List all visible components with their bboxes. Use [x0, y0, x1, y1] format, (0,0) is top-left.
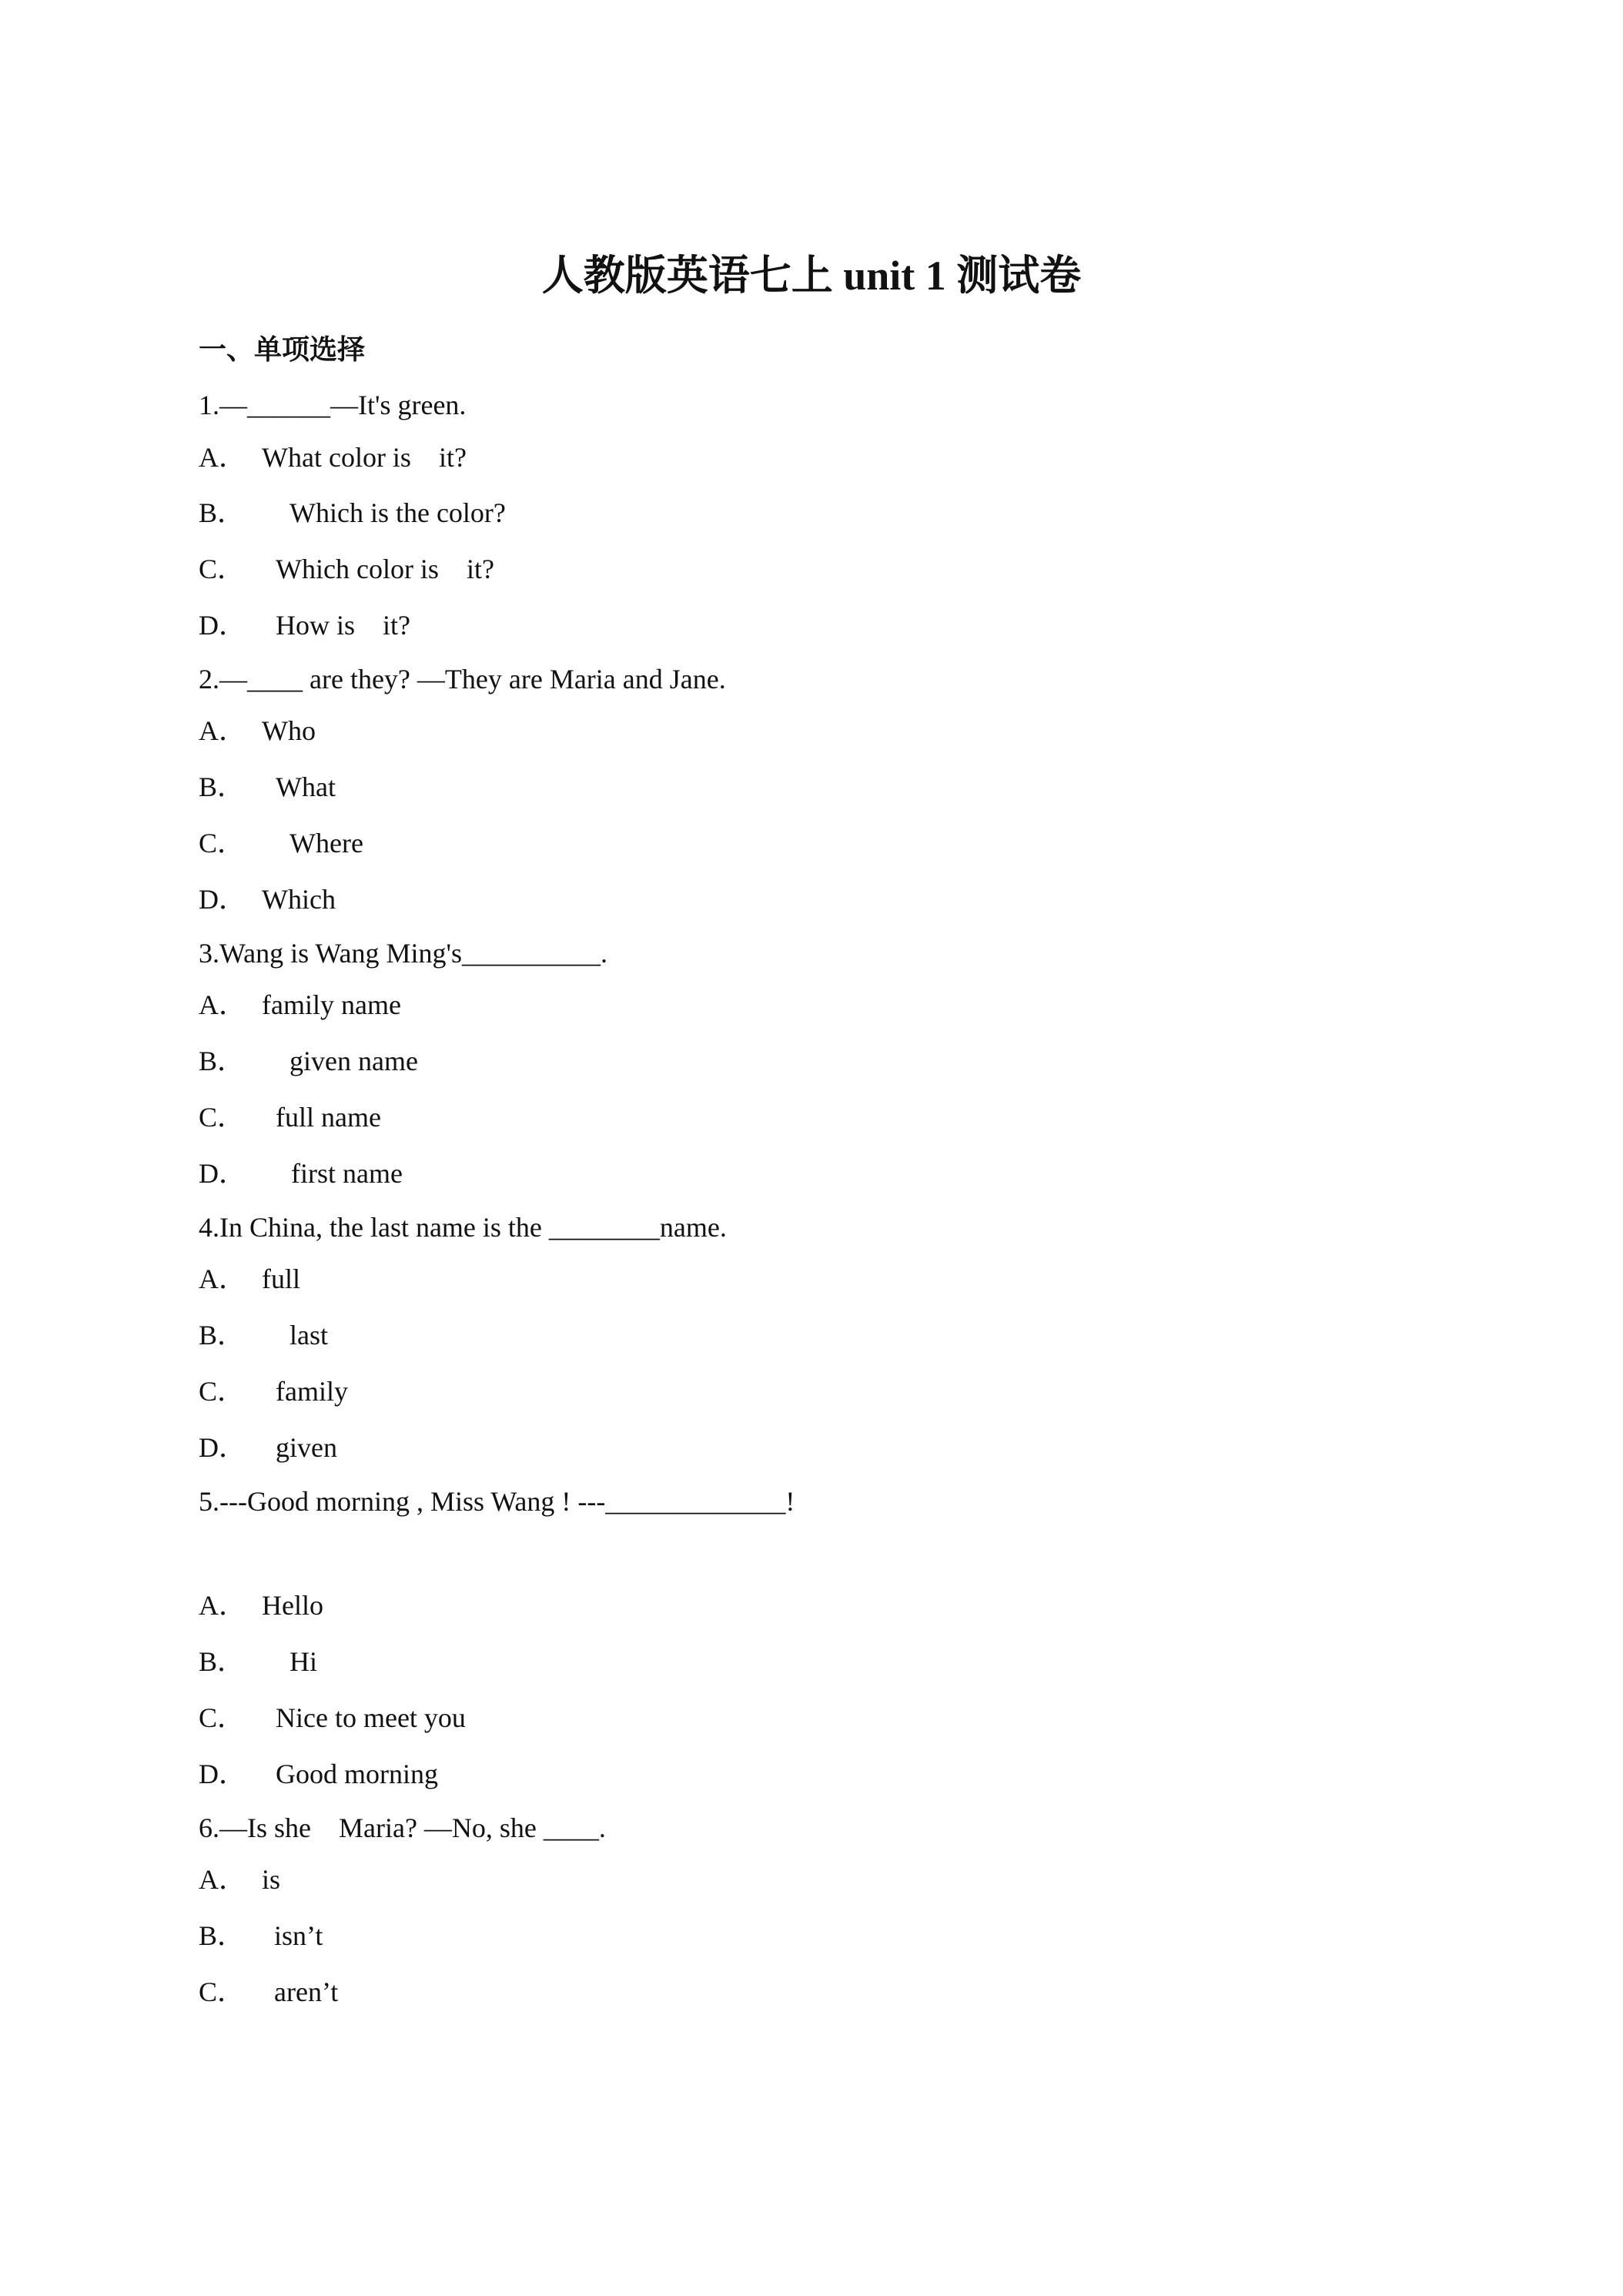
- option-letter-2b: B．: [199, 771, 246, 802]
- option-text-4a: full: [262, 1263, 300, 1294]
- option-text-1b: Which is the color?: [289, 497, 506, 528]
- question-stem-6: 6.—Is she Maria? —No, she ____.: [199, 1812, 606, 1843]
- option-text-6c: aren’t: [274, 1976, 339, 2007]
- option-text-5a: Hello: [262, 1590, 323, 1621]
- option-text-6b: isn’t: [274, 1920, 323, 1951]
- question-stem-1: 1.—______—It's green.: [199, 390, 467, 420]
- option-text-3b: given name: [289, 1046, 418, 1076]
- option-letter-2a: A．: [199, 715, 246, 746]
- option-letter-5d: D．: [199, 1759, 246, 1789]
- option-letter-1b: B．: [199, 497, 246, 528]
- option-text-6a: is: [262, 1864, 281, 1895]
- option-text-2b: What: [276, 771, 336, 802]
- option-letter-2c: C．: [199, 828, 246, 858]
- option-text-1d: How is it?: [276, 610, 410, 641]
- option-text-2c: Where: [289, 828, 363, 858]
- option-text-4b: last: [289, 1320, 328, 1350]
- section-heading: 一、单项选择: [199, 334, 366, 365]
- option-letter-6b: B．: [199, 1920, 246, 1951]
- option-letter-5a: A．: [199, 1590, 246, 1621]
- option-text-2a: Who: [262, 715, 316, 746]
- option-text-3d: first name: [291, 1158, 403, 1189]
- option-letter-4a: A．: [199, 1263, 246, 1294]
- question-stem-5: 5.---Good morning , Miss Wang ! ---_____________!: [199, 1486, 795, 1517]
- question-stem-4: 4.In China, the last name is the ________name.: [199, 1212, 727, 1243]
- option-text-5d: Good morning: [276, 1759, 438, 1789]
- question-stem-2: 2.—____ are they? —They are Maria and Jane.: [199, 664, 726, 694]
- option-text-4d: given: [276, 1432, 337, 1463]
- option-letter-4b: B．: [199, 1320, 246, 1350]
- option-text-1a: What color is it?: [262, 442, 467, 473]
- page-title: 人教版英语七上 unit 1 测试卷: [541, 253, 1082, 299]
- option-letter-3b: B．: [199, 1046, 246, 1076]
- option-letter-6a: A．: [199, 1864, 246, 1895]
- option-letter-3a: A．: [199, 989, 246, 1020]
- option-text-5c: Nice to meet you: [276, 1702, 466, 1733]
- option-text-1c: Which color is it?: [276, 554, 494, 584]
- option-text-4c: family: [276, 1376, 348, 1407]
- option-letter-3d: D．: [199, 1158, 246, 1189]
- option-letter-5c: C．: [199, 1702, 246, 1733]
- option-letter-1c: C．: [199, 554, 246, 584]
- option-letter-4d: D．: [199, 1432, 246, 1463]
- option-text-5b: Hi: [289, 1646, 317, 1677]
- question-stem-3: 3.Wang is Wang Ming's__________.: [199, 938, 608, 969]
- option-letter-1d: D．: [199, 610, 246, 641]
- option-letter-4c: C．: [199, 1376, 246, 1407]
- option-letter-6c: C．: [199, 1976, 246, 2007]
- option-letter-5b: B．: [199, 1646, 246, 1677]
- option-letter-2d: D．: [199, 884, 246, 915]
- option-text-3a: family name: [262, 989, 401, 1020]
- option-text-2d: Which: [262, 884, 336, 915]
- option-letter-3c: C．: [199, 1102, 246, 1133]
- option-text-3c: full name: [276, 1102, 381, 1133]
- option-letter-1a: A．: [199, 442, 246, 473]
